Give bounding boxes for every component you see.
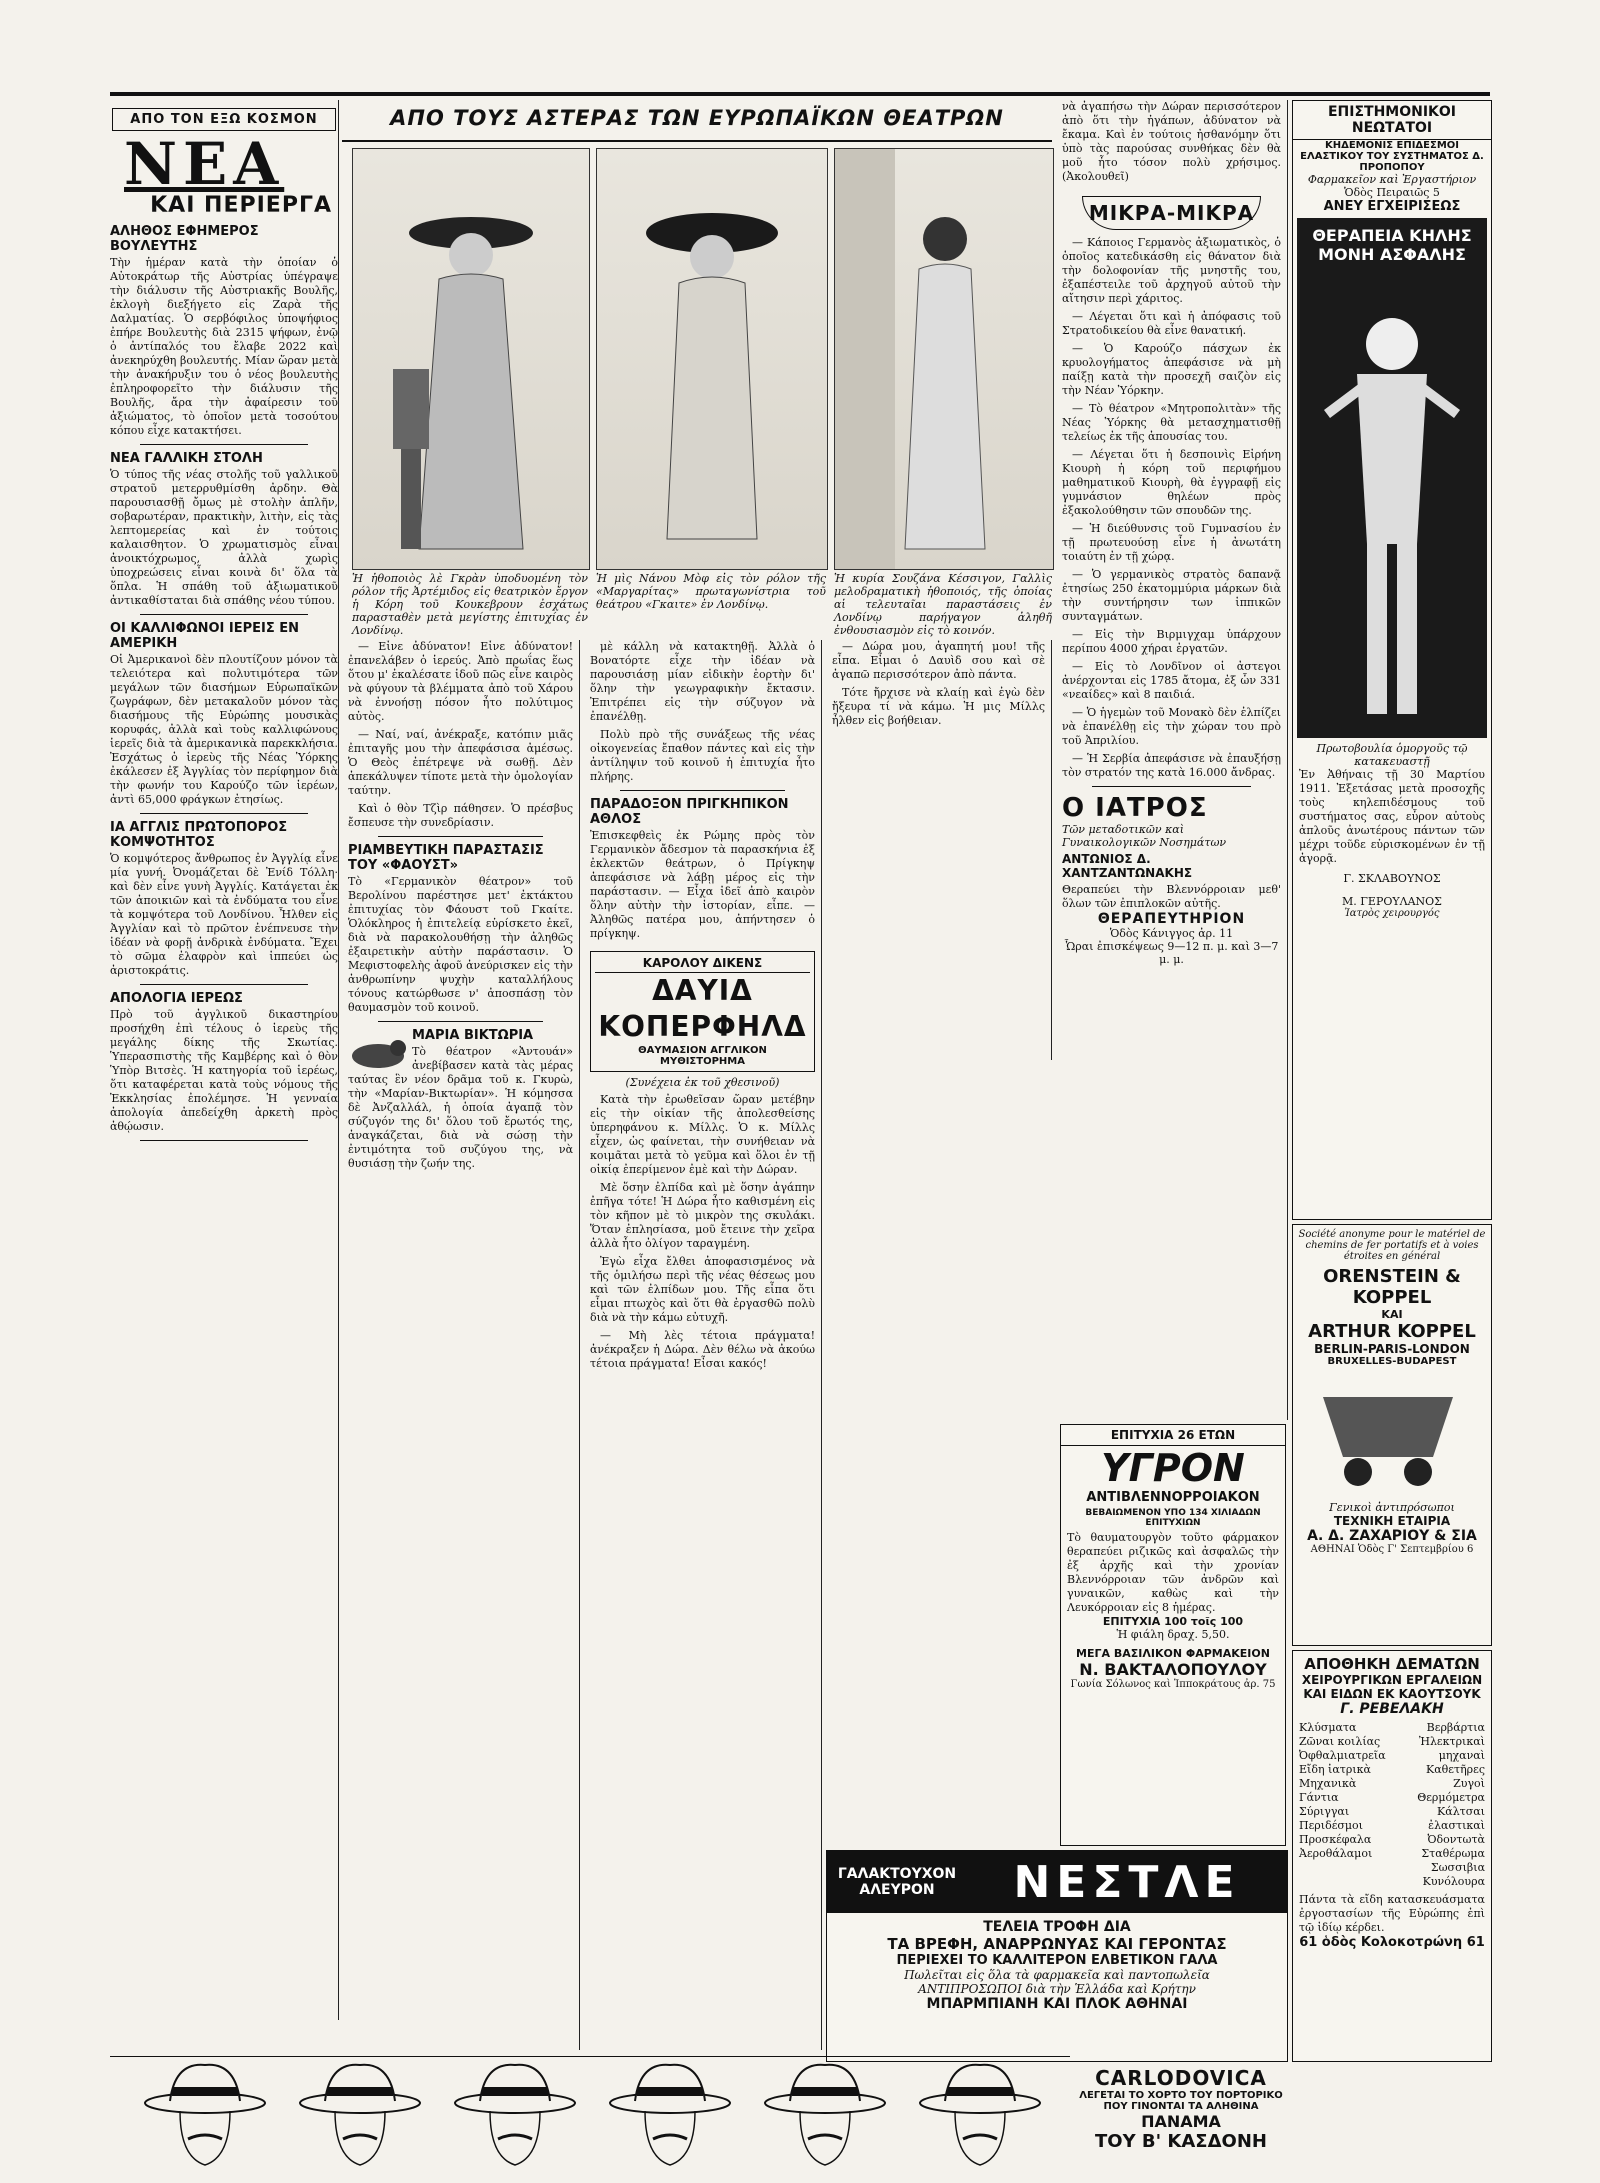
right-text-column [1056,100,1288,1420]
truss-illustration [1297,218,1487,738]
epist-banner: ΘΕΡΑΠΕΙΑ ΚΗΛΗΣ ΜΟΝΗ ΑΣΦΑΛΗΣ [1312,226,1472,264]
separator [140,984,308,985]
epist-line4: Ὁδὸς Πειραιῶς 5 [1344,186,1440,199]
orenstein-kai: ΚΑΙ [1381,1308,1403,1321]
actress-3-illustration [835,149,1053,569]
apothiki-item: Περιδέσμοι [1299,1819,1363,1832]
hats-band [110,2056,1070,2177]
photo-actress-2 [596,148,828,570]
maria-text: Τὸ θέατρον «Ἀντουάν» ἀνεβίβασεν κατὰ τὰς μέρας ταύτας ἓν νέον δρᾶμα τοῦ κ. Γκυρὼ, τὴν «Μαρίαν-Βικτωρίαν». Ἡ κόμησσα δὲ Ἀνζαλλάλ, ἡ ὁποία ἀγαπᾷ τὸν σύζυγόν της δι' ὅλου τοῦ ἔρωτός της, ἀναγκάζεται, διὰ νὰ σώσῃ τὴν ἐντιμότητα τοῦ συζύγου της, νὰ θυσιάσῃ τὴν ζωήν της. [348,1045,573,1170]
mikra-item: — Λέγεται ὅτι ἡ δεσποινὶς Εἰρήνη Κιουρὴ ἡ κόρη τοῦ περιφήμου μαθηματικοῦ Κιουρὴ, θὰ ἐγγραφῇ εἰς γυμνάσιον θηλέων πρὸς ἐξακολούθησιν τῶν σπουδῶν της. [1062,448,1281,517]
apothiki-items-left [1299,1721,1392,1889]
paragraph: Πολὺ πρὸ τῆς συνάξεως τῆς νέας οἰκογενείας ἔπαθον πάντες καὶ εἰς τὴν ἀντίληψιν τοῦ κοινοῦ ἡ ἐπιτυχία ἦτο πλήρης. [590,728,815,783]
separator [378,836,543,837]
carlodovica-line4: ΤΟΥ Β' ΚΑΣΔΟΝΗ [1095,2131,1267,2152]
separator [620,790,785,791]
man-with-hat-icon [765,2065,885,2165]
epist-line5: ΑΝΕΥ ΕΓΧΕΙΡΙΣΕΩΣ [1323,199,1461,214]
serial-text [590,1093,815,1371]
separator [1092,786,1251,787]
apothiki-item: Ὀφθαλμιατρεῖα [1299,1749,1386,1762]
nestle-line5: ΑΝΤΙΠΡΟΣΩΠΟΙ διὰ τὴν Ἑλλάδα καὶ Κρήτην [918,1982,1196,1996]
ygron-line: ΒΕΒΑΙΩΜΕΝΟΝ ΥΠΟ 134 ΧΙΛΙΑΔΩΝ ΕΠΙΤΥΧΙΩΝ [1085,1508,1261,1528]
apothiki-ad [1292,1650,1492,2062]
riabeltiki-text: Τὸ «Γερμανικὸν θέατρον» τοῦ Βερολίνου παρέστησε μετ' ἐκτάκτου ἐπιτυχίας τὸν Φάουστ τοῦ Γκαίτε. Ὁλόκληρος ἡ ἐπιτελείᾳ εὑρίσκετο ἐκεῖ, διὰ νὰ παρακολουθήσῃ τὴν ἀληθῶς ἐξαιρετικὴν αὐτὴν παράστασιν. Ὁ Μεφιστοφελὴς ἀφοῦ ἀνεύρισκεν εἰς τὴν ἀνθρωπίνην ψυχὴν καταλλήλους τόνους κατώρθωσε ν' ἀποσπάσῃ τὸν θαυμασμὸν τοῦ κοινοῦ. [348,875,573,1014]
nestle-line2: ΤΑ ΒΡΕΦΗ, ΑΝΑΡΡΩΝΥΑΣ ΚΑΙ ΓΕΡΟΝΤΑΣ [887,1935,1227,1953]
actress-2-illustration [597,149,827,569]
mikra-item: — Ἡ Σερβία ἀπεφάσισε νὰ ἐπαυξήσῃ τὸν στρατόν της κατὰ 16.000 ἄνδρας. [1062,752,1281,779]
apothiki-lists [1293,1717,1491,1893]
nestle-left1: ΓΑΛΑΚΤΟΥΧΟΝ [837,1866,957,1882]
article [110,820,338,978]
apothiki-item: Προσκέφαλα [1299,1833,1372,1846]
man-with-hat-icon [145,2065,265,2165]
paragraph: — Δώρα μου, ἀγαπητή μου! τῆς εἶπα. Εἶμαι ὁ Δαυὶδ σου καὶ σὲ ἀγαπῶ περισσότερον ἀπὸ πάντα. [832,640,1045,681]
epist-signature1: Γ. ΣΚΛΑΒΟΥΝΟΣ [1343,872,1441,885]
paragraph: Κατὰ τὴν ἐρωθεῖσαν ὥραν μετέβην εἰς τὴν οἰκίαν τῆς ἀπολεσθείσης ὑπερηφάνου κ. Μίλλς. Ὁ κ. Μίλλς εἶχεν, ὡς φαίνεται, τὴν συνήθειαν νὰ κοιμᾶται μετὰ τὸ γεῦμα καὶ ὅλοι ἐν τῇ οἰκίᾳ ἐπερίμενον ἐμὲ καὶ τὴν Δώραν. [590,1093,815,1176]
ygron-price: Ἡ φιάλη δραχ. 5,50. [1116,1628,1230,1641]
apothiki-item: Κάλτσαι ἐλαστικαὶ [1428,1805,1485,1832]
orenstein-name1: ORENSTEIN & KOPPEL [1323,1266,1461,1308]
section-title: ΝΕΑ [124,130,285,198]
nestle-left [827,1866,967,1898]
apothiki-line4: Γ. ΡΕΒΕΛΑΚΗ [1340,1701,1444,1717]
apothiki-item: Ὀδοντωτὰ [1427,1833,1485,1846]
carlodovica-line1: ΛΕΓΕΤΑΙ ΤΟ ΧΟΡΤΟ ΤΟΥ ΠΟΡΤΟΡΙΚΟ [1079,2090,1283,2101]
epist-signature2: Μ. ΓΕΡΟΥΛΑΝΟΣ [1342,895,1442,908]
caption-1: Ἡ ἠθοποιὸς λὲ Γκρὰν ὑποδυομένη τὸν ρόλον τῆς Ἀρτέμιδος εἰς θεατρικὸν ἔργον ἡ Κόρη τοῦ Κουκεβρουν ἐσχάτως παρασταθὲν μετὰ μεγίστης ἐπιτυχίας ἐν Λονδίνῳ. [352,572,588,637]
article-heading: ΑΠΟΛΟΓΙΑ ΙΕΡΕΩΣ [110,991,243,1006]
ygron-address: Γωνία Σόλωνος καὶ Ἱπποκράτους ἀρ. 75 [1070,1679,1276,1690]
riabeltiki-heading: ΡΙΑΜΒΕΥΤΙΚΗ ΠΑΡΑΣΤΑΣΙΣ ΤΟΥ «ΦΑΟΥΣΤ» [348,843,544,873]
serial-title: ΔΑΥΙΔ ΚΟΠΕΡΦΗΛΔ [598,974,807,1043]
paradoxon-heading: ΠΑΡΑΔΟΞΟΝ ΠΡΙΓΚΗΠΙΚΟΝ ΑΘΛΟΣ [590,797,789,827]
theatre-text-column-1 [342,640,580,2050]
tiger-icon [348,1032,408,1072]
ygron-name: ΥΓΡΟΝ [1101,1446,1245,1490]
mikra-item: — Τὸ θέατρον «Μητροπολιτὰν» τῆς Νέας Ὑόρκης θὰ μετασχηματισθῇ τελείως ἐκ τῆς ἀπουσίας του. [1062,402,1281,443]
doctor-hours: Ὧραι ἐπισκέψεως 9—12 π. μ. καὶ 3—7 μ. μ. [1064,940,1279,966]
paragraph: Τότε ἤρχισε νὰ κλαίῃ καὶ ἐγὼ δὲν ἤξευρα τί νὰ κάμω. Ἡ μις Μίλλς ἦλθεν εἰς βοήθειαν. [832,686,1045,727]
section-subtitle: ΚΑΙ ΠΕΡΙΕΡΓΑ [150,193,332,218]
paragraph: — Εἶνε ἀδύνατον! Εἶνε ἀδύνατον! ἐπανελάβεν ὁ ἱερεύς. Ἀπὸ πρωΐας ἕως ὅτου μ' ἐκαλέσατε ἰδοῦ πῶς εἶνε καιρὸς νὰ φύγουν τὰ βλέμματα ἀπὸ τοῦ Χάρου νὰ ἐννοήσῃ πόσον ἦτο πολύτιμος αὐτὸς. [348,640,573,723]
separator [140,614,308,615]
apothiki-item: Γάντια [1299,1791,1339,1804]
man-with-hat-icon [300,2065,420,2165]
serial-header-box [590,951,815,1072]
apothiki-title: ΑΠΟΘΗΚΗ ΔΕΜΑΤΩΝ [1304,1655,1480,1673]
apothiki-item: Κλύσματα [1299,1721,1357,1734]
orenstein-cities2: BRUXELLES-BUDAPEST [1327,1356,1457,1367]
apothiki-footer: Πάντα τὰ εἴδη κατασκευάσματα ἐργοστασίων τῆς Εὐρώπης ἐπὶ τῷ ἰδίῳ κέρδει. [1299,1893,1485,1934]
serial-continuation: (Συνέχεια ἐκ τοῦ χθεσινοῦ) [625,1076,780,1089]
separator [140,1140,308,1141]
left-column [110,100,339,2020]
article-text: Τὴν ἡμέραν κατὰ τὴν ὁποίαν ὁ Αὐτοκράτωρ τῆς Αὐστρίας ὑπέγραψε τὴν διάλυσιν τῆς Αὐστριακῆς Βουλῆς, ἐκλογὴ διεξήγετο εἰς Ζαρὰ τῆς Δαλματίας. Ὁ σερβόφιλος ὑποψήφιος ἐπήρε Βουλευτὴς διὰ 2315 ψήφων, ἐνῷ ὁ ἀντίπαλός του ἔλαβε 2022 καὶ ἀνεκηρύχθη βουλευτής. Μίαν ὥραν μετὰ τὴν ἀνακήρυξιν του ὁ νέος βουλευτὴς ἐπληροφορεῖτο τὴν διάλυσιν τῆς Βουλῆς, ἄρα τὴν ἀφαίρεσιν τοῦ ἀξιώματος, τὸ ὁποῖον μετὰ τοσούτου κόπου εἶχε κατακτήσει. [110,256,338,437]
doctor-name: ΑΝΤΩΝΙΟΣ Δ. ΧΑΝΤΖΑΝΤΩΝΑΚΗΣ [1062,852,1193,880]
mikra-item: — Ὁ γερμανικὸς στρατὸς δαπανᾷ ἐτησίως 250 ἑκατομμύρια μάρκων διὰ τὴν συντήρησιν των ἱππικῶν συνταγμάτων. [1062,568,1281,623]
apothiki-item: Εἴδη ἰατρικὰ [1299,1763,1371,1776]
orenstein-agent-addr: ΑΘΗΝΑΙ Ὁδὸς Γ' Σεπτεμβρίου 6 [1310,1544,1474,1555]
theatre-header: ΑΠΟ ΤΟΥΣ ΑΣΤΕΡΑΣ ΤΩΝ ΕΥΡΩΠΑΪΚΩΝ ΘΕΑΤΡΩΝ [390,106,1004,130]
apothiki-item: Ἠλεκτρικαὶ μηχαναὶ [1418,1735,1485,1762]
nestle-header [827,1851,1287,1913]
article-text: Οἱ Ἀμερικανοὶ δὲν πλουτίζουν μόνον τὰ τελειότερα καὶ πολυτιμότερα τῶν μεγάλων τῶν διασήμων Εὐρωπαϊκῶν ζωγράφων, δὲν μετακαλοῦν μόνον τὰς διασήμους τῆς Εὐρώπης μουσικὰς κορυφάς, ἀλλὰ καὶ τοὺς καλλιφώνους ἱερεῖς διὰ τὰ ἀμερικανικὰ παρεκκλήσια. Ἐσχάτως ὁ ἱερεὺς τῆς Νέας Ὑόρκης ἐκάλεσεν ἐξ Ἀγγλίας τὸν περίφημον διὰ τὴν φωνήν του Καρούζο τῶν ἱερέων, ἀντὶ 65,000 φράγκων ἐτησίως. [110,653,338,806]
theatre-mid-text [590,640,815,784]
apothiki-item: Μηχανικὰ [1299,1777,1357,1790]
serial-intro: νὰ ἀγαπήσω τὴν Δώραν περισσότερον ἀπὸ ὅτι τὴν ἠγάπων, ἀδύνατον νὰ ἔκαμα. Καὶ ἐν τούτοις ἠσθανόμην ὅτι ὑπὸ τὰς παρούσας συνθήκας δὲν θὰ μοῦ ἦτο τόσον πολὺ χρήσιμος. (Ἀκολουθεῖ) [1062,100,1281,183]
apothiki-item: Ζῶναι κοιλίας [1299,1735,1381,1748]
nestle-ad [826,1850,1288,2062]
doctor-title: Ο ΙΑΤΡΟΣ [1062,793,1208,823]
separator [140,444,308,445]
article [110,224,338,438]
carlodovica-line3: ΠΑΝΑΜΑ [1141,2112,1221,2131]
mikra-item: — Εἰς τὴν Βιρμιγχαμ ὑπάρχουν περίπου 4000 χήραι ἐργατῶν. [1062,628,1281,655]
nestle-line3: ΠΕΡΙΕΧΕΙ ΤΟ ΚΑΛΛΙΤΕΡΟΝ ΕΛΒΕΤΙΚΟΝ ΓΑΛΑ [896,1953,1218,1968]
orenstein-ad [1292,1224,1492,1646]
actress-1-illustration [353,149,589,569]
doctor-clinic: ΘΕΡΑΠΕΥΤΗΡΙΟΝ [1097,911,1246,927]
mikra-item: — Ὁ ἡγεμὼν τοῦ Μονακὸ δὲν ἐλπίζει νὰ ἐπανέλθῃ εἰς τὴν χώραν του πρὸ τοῦ Ἀπριλίου. [1062,706,1281,747]
apothiki-item: Βερβάρτια [1426,1721,1485,1734]
nestle-left2: ΑΛΕΥΡΟΝ [859,1882,935,1898]
doctor-address: Ὁδὸς Κάνιγγος ἀρ. 11 [1109,927,1234,940]
mikra-item: — Εἰς τὸ Λονδῖνον οἱ ἀστεγοι ἀνέρχονται εἰς 1785 ἄτομα, ἐξ ὧν 331 «νεαίδες» καὶ 8 παιδιά. [1062,660,1281,701]
apothiki-item: Κυνόλουρα [1422,1875,1485,1888]
article [110,621,338,807]
apothiki-item: Θερμόμετρα [1417,1791,1485,1804]
ygron-success: ΕΠΙΤΥΧΙΑ 100 τοῖς 100 [1102,1615,1244,1628]
mikra-item: — Λέγεται ὅτι καὶ ἡ ἀπόφασις τοῦ Στρατοδικείου θὰ εἶνε θανατική. [1062,310,1281,337]
article-heading: ΙΑ ΑΓΓΛΙΣ ΠΡΩΤΟΠΟΡΟΣ ΚΟΜΨΟΤΗΤΟΣ [110,820,288,850]
epistimonikoi-ad [1292,100,1492,1220]
nestle-name: ΝΕΣΤΛΕ [1013,1856,1241,1908]
man-with-hat-icon [455,2065,575,2165]
apothiki-item: Σταθέρωμα [1421,1847,1485,1860]
apothiki-item: Ζυγοὶ [1453,1777,1485,1790]
carlodovica-line2: ΠΟΥ ΓΙΝΟΝΤΑΙ ΤΑ ΑΛΗΘΙΝΑ [1103,2101,1259,2112]
theatre-header-box [342,100,1052,142]
orenstein-name2: ARTHUR KOPPEL [1308,1321,1476,1342]
serial-text-2 [832,640,1045,728]
article-text: Ὁ κομψότερος ἄνθρωπος ἐν Ἀγγλίᾳ εἶνε μία γυνή. Ὀνομάζεται δὲ Ἐνίδ Τόλλη· καὶ δὲν εἶνε γυνὴ Ἀγγλίς. Κατάγεται ἐκ τῶν ἀποικιῶν καὶ τὰ ἐνδύματα του εἶνε τὰ κομψότερα τοῦ Λονδίνου. Ἦλθεν εἰς Ἀγγλίαν καὶ τὸ πρῶτον ἐνέπνευσε τὴν ἰδέαν νὰ φορῇ ἀνδρικὰ ἐνδύματα. Ἔχει τὸ σῶμα ἐλαφρὸν καὶ ἱππεύει ὡς ἀριστοκράτις. [110,852,338,977]
orenstein-agent-name: Α. Δ. ΖΑΧΑΡΙΟΥ & ΣΙΑ [1307,1528,1477,1544]
man-with-hat-icon [610,2065,730,2165]
article-heading: ΑΛΗΘΟΣ ΕΦΗΜΕΡΟΣ ΒΟΥΛΕΥΤΗΣ [110,224,259,254]
nestle-line4: Πωλεῖται εἰς ὅλα τὰ φαρμακεῖα καὶ παντοπωλεῖα [904,1968,1210,1982]
orenstein-agent-head: Γενικοὶ ἀντιπρόσωποι [1329,1501,1455,1514]
top-rule [110,92,1490,96]
epist-line2: ΚΗΔΕΜΟΝΙΣ ΕΠΙΔΕΣΜΟΙ ΕΛΑΣΤΙΚΟΥ ΤΟΥ ΣΥΣΤΗΜΑΤΟΣ Δ. ΠΡΟΠΟΠΟΥ [1300,140,1484,173]
paragraph: μὲ κάλλη νὰ κατακτηθῇ. Ἀλλὰ ὁ Βονατόρτε εἶχε τὴν ἰδέαν νὰ παρουσιάσῃ μίαν εἰδικὴν ἑορτὴν δι' ὅλην τὴν γεωγραφικὴν ἔκτασιν. Ἐπιτρέπει εἰς τὴν σύζυγον νὰ ἐπανέλθῃ. [590,640,815,723]
doctor-sub: Τῶν μεταδοτικῶν καὶ Γυναικολογικῶν Νοσημάτων [1062,823,1227,849]
orenstein-agent-sub: ΤΕΧΝΙΚΗ ΕΤΑΙΡΙΑ [1333,1514,1451,1528]
doctor-text: Θεραπεύει τὴν Βλεννόρροιαν μεθ' ὅλων τῶν ἐπιπλοκῶν αὐτῆς. [1062,883,1281,910]
paragraph: — Μὴ λὲς τέτοια πράγματα! ἀνέκραξεν ἡ Δώρα. Δὲν θέλω νὰ ἀκούω τέτοια πράγματα! Εἶσαι κακός! [590,1329,815,1370]
orenstein-intro: Société anonyme pour le matériel de chemins de fer portatifs et à voies étroites en général [1298,1229,1486,1262]
article-text: Ὁ τύπος τῆς νέας στολῆς τοῦ γαλλικοῦ στρατοῦ μετερρυθμίσθη ἀρδην. Θὰ παρουσιασθῇ ὄμως μὲ στολὴν ἁπλῆν, σοβαρωτέραν, πρακτικὴν, λιτὴν, εἰς τὰς λεπτομερείας καὶ ἐν τούτοις καλαισθητον. Ὁ χρωματισμὸς εἶναι ἀνοικτόχρωμος, ἀλλὰ χωρὶς ὑποχρεώσεις εἶναι κοινὰ δι' ὅλα τὰ ὅπλα. Ἡ σπάθη τοῦ ἀξιωματικοῦ ἀντικαθίσταται διὰ σπάθης νέου τύπου. [110,468,338,607]
ygron-pharmacy-head: ΜΕΓΑ ΒΑΣΙΛΙΚΟΝ ΦΑΡΜΑΚΕΙΟΝ [1076,1647,1270,1660]
caption-2: Ἡ μὶς Νάνου Μὸφ εἰς τὸν ρόλον τῆς «Μαργαρίτας» πρωταγωνίστρια τοῦ θεάτρου «Γκαιτε» ἐν Λονδίνῳ. [596,572,826,611]
photo-actress-1 [352,148,590,570]
apothiki-item: Καθετῆρες [1426,1763,1485,1776]
carlodovica-name: CARLODOVICA [1095,2066,1267,2090]
separator [378,1021,543,1022]
caption-3: Ἡ κυρία Σουζάνα Κέσσιγον, Γαλλὶς μελοδραματικὴ ἠθοποιός, τῆς ὁποίας αἱ τελευταῖαι παραστάσεις ἐν Λονδίνῳ παρήγαγον ἀληθῆ ἐνθουσιασμὸν εἰς τὸ κοινόν. [834,572,1052,637]
carlodovica-ad [1076,2066,1286,2176]
paragraph: Καὶ ὁ θὸν Τζὶρ πάθησεν. Ὁ πρέσβυς ἔσπευσε τὴν συνεδρίασιν. [348,802,573,829]
epist-testimonial-head: Πρωτοβουλία ὁμοργοῦς τῷ κατακευαστῇ [1316,742,1468,768]
man-with-hat-icon [920,2065,1040,2165]
separator [140,813,308,814]
apothiki-item: Σύριγγαι [1299,1805,1350,1818]
apothiki-item: Ἀεροθάλαμοι [1299,1847,1373,1860]
ygron-top: ΕΠΙΤΥΧΙΑ 26 ΕΤΩΝ [1061,1425,1285,1446]
ygron-text: Τὸ θαυματουργὸν τοῦτο φάρμακον θεραπεύει ριζικῶς καὶ ἀσφαλῶς τὴν ἐξ ἀρχῆς καὶ τὴν χρονίαν Βλεννόρροιαν τῶν ἀνδρῶν καὶ γυναικῶν, καθὼς καὶ τὴν Λευκόρροιαν εἰς 8 ἡμέρας. [1067,1531,1279,1614]
epist-line3: Φαρμακεῖον καὶ Ἐργαστήριον [1307,173,1477,186]
dump-wagon-icon [1293,1367,1483,1497]
section-label: ΑΠΟ ΤΟΝ ΕΞΩ ΚΟΣΜΟΝ [112,108,336,131]
nestle-line6: ΜΠΑΡΜΠΙΑΝΗ ΚΑΙ ΠΛΟΚ ΑΘΗΝΑΙ [926,1996,1188,2012]
paragraph: Ἐγὼ εἶχα ἔλθει ἀποφασισμένος νὰ τῆς ὁμιλήσω περὶ τῆς νέας θέσεως μου καὶ τῶν ἐλπίδων μου. Τῆς εἶπα ὅτι εἶμαι πτωχὸς καὶ ὅτι θὰ ἐργασθῶ πολὺ διὰ νὰ τὴν κάμω εὐτυχῆ. [590,1255,815,1324]
serial-text-column-cont [826,640,1052,1060]
article [110,991,338,1134]
apothiki-item: Σωσσιβια [1430,1861,1485,1874]
apothiki-line2: ΧΕΙΡΟΥΡΓΙΚΩΝ ΕΡΓΑΛΕΙΩΝ [1301,1673,1483,1687]
mikra-title: ΜΙΚΡΑ-ΜΙΚΡΑ [1082,196,1261,230]
ygron-sub: ΑΝΤΙΒΛΕΝΝΟΡΡΟΙΑΚΟΝ [1086,1490,1260,1505]
article-heading: ΟΙ ΚΑΛΛΙΦΩΝΟΙ ΙΕΡΕΙΣ ΕΝ ΑΜΕΡΙΚΗ [110,621,300,651]
mikra-items [1062,236,1281,780]
article-heading: ΝΕΑ ΓΑΛΛΙΚΗ ΣΤΟΛΗ [110,451,263,466]
epist-signature2-title: Ἰατρὸς χειρουργός [1344,908,1440,919]
maria-heading: ΜΑΡΙΑ ΒΙΚΤΩΡΙΑ [412,1028,534,1043]
mikra-item: — Ἡ διεύθυνσις τοῦ Γυμνασίου ἐν τῇ πρωτευούσῃ εἶνε ἡ ἀνωτάτη τοιαύτη ἐν τῇ χώρᾳ. [1062,522,1281,563]
ygron-ad [1060,1424,1286,1846]
mikra-item: — Ὁ Καρούζο πάσχων ἐκ κρυολογήματος ἀπεφάσισε νὰ μὴ παίξῃ κατὰ τὴν προσεχῆ σαιζὸν εἰς τὴν Νέαν Ὑόρκην. [1062,342,1281,397]
orenstein-cities: BERLIN-PARIS-LONDON [1314,1342,1470,1356]
apothiki-line3: ΚΑΙ ΕΙΔΩΝ ΕΚ ΚΑΟΥΤΣΟΥΚ [1303,1687,1481,1701]
truss-figure-icon [1297,264,1487,734]
article-text: Πρὸ τοῦ ἀγγλικοῦ δικαστηρίου προσήχθη ἐπὶ τέλους ὁ ἱερεὺς τῆς μεγάλης δίκης τῆς Σκωτίας. Ὑπερασπιστὴς τῆς Καμβέρης καὶ ὁ θὸν Ὑπὸρ Βιτσὲς. Ἡ κατηγορία τοῦ ἱερέως, ὅτι καταφέρεται κατὰ τοὺς νόμους τῆς Ἐκκλησίας ἐπολέμησε. Ἡ γενναία ἀπολογία ἀπεδείχθη ἀρκετὴ πρὸς ἀθῴωσιν. [110,1008,338,1133]
serial-subtitle: ΘΑΥΜΑΣΙΟΝ ΑΓΓΛΙΚΟΝ ΜΥΘΙΣΤΟΡΗΜΑ [638,1045,767,1067]
photo-actress-3 [834,148,1054,570]
article [110,451,338,608]
paragraph: Μὲ ὅσην ἐλπίδα καὶ μὲ ὅσην ἀγάπην ἐπῆγα τότε! Ἡ Δώρα ἦτο καθισμένη εἰς τὸν κῆπον μὲ τὸ μικρὸν της σκυλάκι. Ὅταν ἐπλησίασα, μοῦ ἔτεινε τὴν χεῖρα ἀλλὰ ἦτο ὀλίγον ταραγμένη. [590,1181,815,1250]
mikra-item: — Κάποιος Γερμανὸς ἀξιωματικὸς, ὁ ὁποῖος κατεδικάσθη εἰς θάνατον διὰ τὴν δολοφονίαν τῆς μνηστῆς του, ἐξαπέστειλε τοῦ ἀρχηγοῦ αὐτοῦ τὴν αἴτησιν περὶ χάριτος. [1062,236,1281,305]
theatre-left-text [348,640,573,830]
serial-author: ΚΑΡΟΛΟΥ ΔΙΚΕΝΣ [595,956,810,973]
ygron-pharmacy: Ν. ΒΑΚΤΑΛΟΠΟΥΛΟΥ [1079,1660,1267,1679]
paradoxon-text: Ἐπισκεφθεὶς ἐκ Ρώμης πρὸς τὸν Γερμανικὸν ἄδεσμον τὰ παρασκήνια ἐξ ἐκλεκτῶν θεάτρων, ὁ Πρίγκηψ ἀπεφάσισε νὰ λάβῃ μέρος εἰς τὴν παράστασιν. — Εἶχα ἰδεῖ ἀπὸ καιρὸν ὅλην αὐτὴν τὴν ἰστορίαν, εἶπε. — Ἀληθῶς πατέρα μου, ἀπήντησεν ὁ πρίγκηψ. [590,829,815,940]
left-articles [110,224,338,1141]
epist-testimonial: Ἐν Ἀθήναις τῇ 30 Μαρτίου 1911. Ἐξετάσας μετὰ προσοχῆς τοὺς κηλεπιδέσμους τοῦ συστήματος σας, εὗρον αὐτοὺς ἁπλοῦς ἀνωτέρους πάντων τῶν μέχρι τοῦδε εὑρισκομένων ἐν τῇ ἀγορᾷ. [1299,768,1485,865]
apothiki-address: 61 ὁδὸς Κολοκοτρώνη 61 [1299,1935,1485,1950]
nestle-line1: ΤΕΛΕΙΑ ΤΡΟΦΗ ΔΙΑ [983,1919,1131,1935]
paragraph: — Ναί, ναί, ἀνέκραξε, κατόπιν μιᾶς ἐπιταγῆς μου τὴν ἀπεφάσισα ἀμέσως. Ὁ Θεὸς ἐπέτρεψε νὰ σωθῇ. Δὲν ἀπεκάλυψεν τίποτε μετὰ τὴν ὁμολογίαν ταύτην. [348,728,573,797]
apothiki-items-right [1392,1721,1485,1889]
epist-title: ΕΠΙΣΤΗΜΟΝΙΚΟΙ ΝΕΩΤΑΤΟΙ [1293,101,1491,140]
theatre-text-column-2 [584,640,822,2050]
hats-illustration [110,2057,1070,2177]
